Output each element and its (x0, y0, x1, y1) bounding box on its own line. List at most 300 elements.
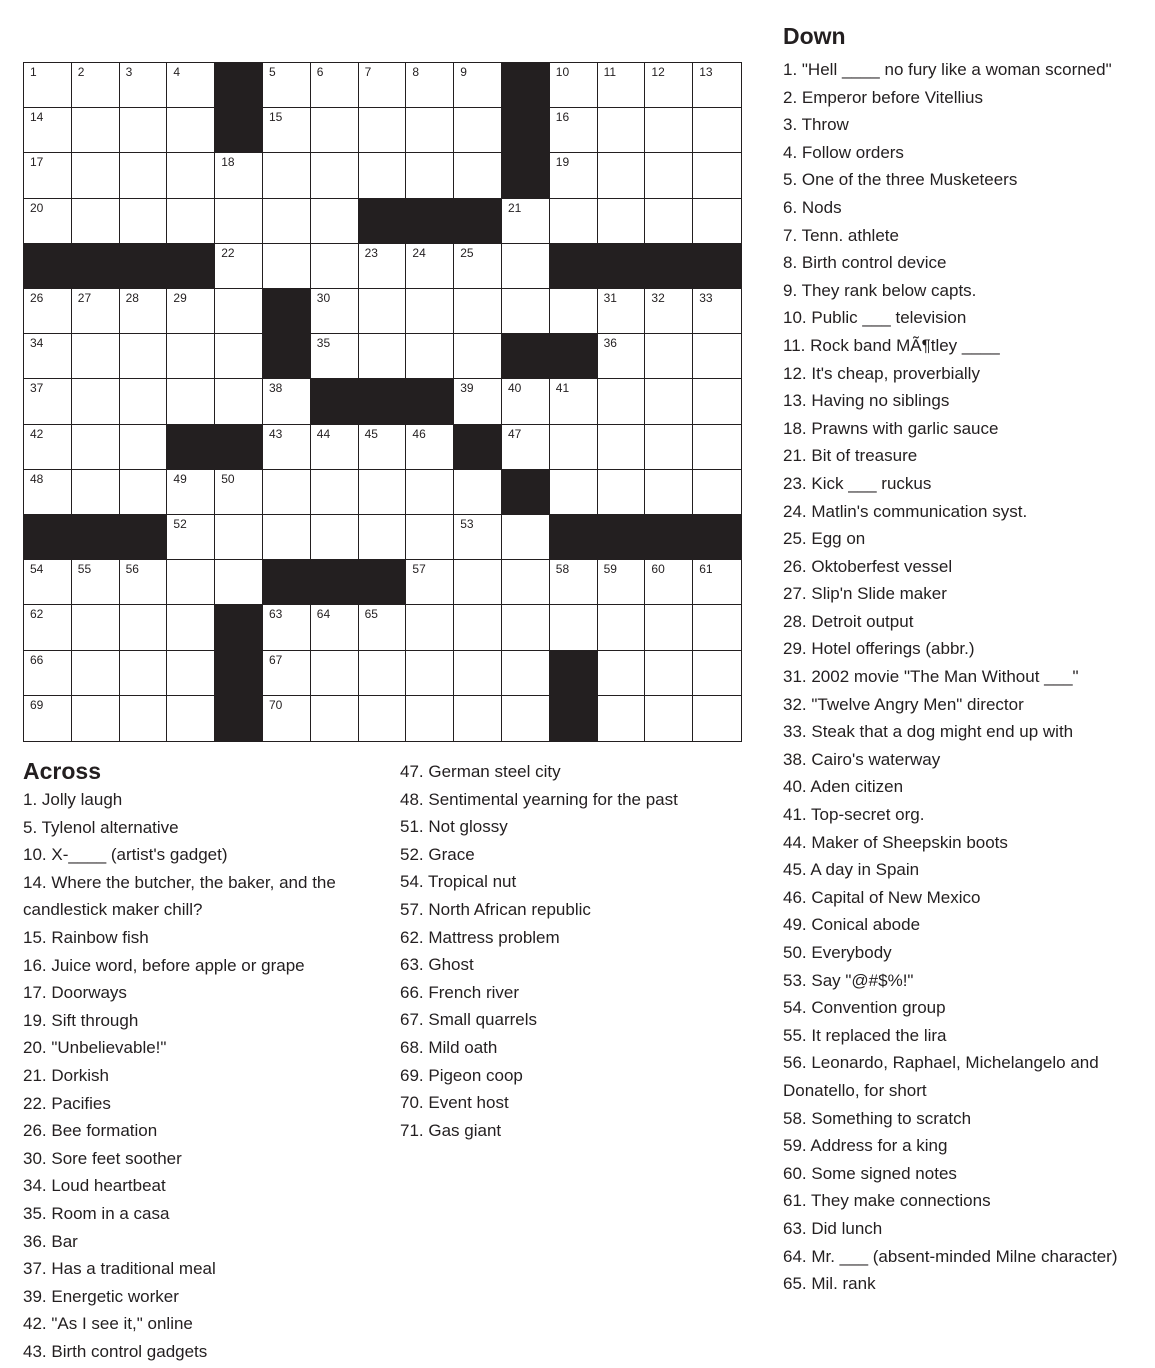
black-square (502, 63, 550, 108)
grid-cell[interactable] (263, 425, 311, 470)
across-clue: 14. Where the butcher, the baker, and the candlestick maker chill? (23, 872, 336, 920)
grid-cell[interactable] (215, 379, 263, 424)
grid-cell[interactable] (502, 560, 550, 605)
grid-cell[interactable] (693, 651, 741, 696)
across-clue: 57. North African republic (400, 899, 591, 919)
grid-cell[interactable] (598, 108, 646, 153)
grid-cell[interactable] (502, 425, 550, 470)
grid-cell[interactable] (454, 515, 502, 560)
grid-cell[interactable] (693, 199, 741, 244)
grid-cell[interactable] (167, 696, 215, 741)
across-clue: 54. Tropical nut (400, 872, 517, 892)
grid-cell[interactable] (550, 560, 598, 605)
grid-cell[interactable] (311, 425, 359, 470)
grid-cell[interactable] (215, 560, 263, 605)
grid-cell[interactable] (311, 108, 359, 153)
grid-cell[interactable] (263, 199, 311, 244)
grid-cell[interactable] (693, 470, 741, 515)
grid-cell[interactable] (215, 334, 263, 379)
grid-cell[interactable] (24, 289, 72, 334)
grid-cell[interactable] (24, 696, 72, 741)
cell-number: 47 (507, 426, 522, 441)
black-square (502, 108, 550, 153)
down-clue: 21. Bit of treasure (783, 446, 918, 466)
grid-cell[interactable] (120, 425, 168, 470)
grid-cell[interactable] (72, 289, 120, 334)
grid-cell[interactable] (598, 651, 646, 696)
grid-cell[interactable] (406, 289, 454, 334)
grid-cell[interactable] (645, 379, 693, 424)
grid-cell[interactable] (24, 334, 72, 379)
across-clue: 1. Jolly laugh (23, 790, 123, 809)
down-clue: 50. Everybody (783, 943, 892, 962)
down-clue: 5. One of the three Musketeers (783, 170, 1018, 190)
grid-cell[interactable] (24, 425, 72, 470)
grid-cell[interactable] (645, 63, 693, 108)
grid-cell[interactable] (167, 605, 215, 650)
grid-cell[interactable] (645, 199, 693, 244)
cell-number: 39 (460, 381, 474, 396)
down-clue: 38. Cairo's waterway (783, 749, 941, 769)
cell-number: 65 (364, 607, 378, 622)
across-clue: 22. Pacifies (23, 1093, 111, 1113)
grid-cell[interactable] (550, 63, 598, 108)
grid-cell[interactable] (406, 470, 454, 515)
down-clue: 8. Birth control device (783, 253, 947, 273)
down-clue: 60. Some signed notes (783, 1163, 957, 1183)
grid-cell[interactable] (263, 379, 311, 424)
cell-number: 46 (412, 426, 426, 441)
grid-cell[interactable] (311, 153, 359, 198)
grid-cell[interactable] (693, 63, 741, 108)
grid-cell[interactable] (693, 289, 741, 334)
grid-cell[interactable] (215, 515, 263, 560)
across-clues-column-2 (400, 758, 770, 1144)
down-clue: 44. Maker of Sheepskin boots (783, 832, 1008, 852)
black-square (215, 605, 263, 650)
grid-cell[interactable] (502, 515, 550, 560)
grid-cell[interactable] (359, 651, 407, 696)
cell-number: 64 (316, 607, 331, 622)
across-clue: 17. Doorways (23, 983, 127, 1003)
across-clue: 21. Dorkish (23, 1065, 109, 1085)
cell-number: 1 (30, 65, 37, 79)
grid-cell[interactable] (550, 425, 598, 470)
grid-cell[interactable] (72, 63, 120, 108)
black-square (502, 334, 550, 379)
grid-cell[interactable] (263, 605, 311, 650)
grid-cell[interactable] (693, 153, 741, 198)
across-clue: 69. Pigeon coop (400, 1065, 523, 1085)
grid-cell[interactable] (454, 470, 502, 515)
grid-cell[interactable] (215, 244, 263, 289)
cell-number: 27 (77, 291, 92, 305)
grid-cell[interactable] (263, 515, 311, 560)
grid-cell[interactable] (454, 696, 502, 741)
black-square (550, 515, 598, 560)
grid-cell[interactable] (598, 696, 646, 741)
black-square (311, 379, 359, 424)
grid-cell[interactable] (645, 334, 693, 379)
grid-cell[interactable] (167, 379, 215, 424)
cell-number: 21 (507, 200, 522, 215)
grid-cell[interactable] (406, 605, 454, 650)
cell-number: 66 (30, 652, 44, 667)
grid-cell[interactable] (24, 560, 72, 605)
grid-cell[interactable] (502, 651, 550, 696)
grid-cell[interactable] (693, 334, 741, 379)
down-clue: 24. Matlin's communication syst. (783, 501, 1028, 521)
across-clue: 20. "Unbelievable!" (23, 1038, 167, 1058)
grid-cell[interactable] (693, 560, 741, 605)
grid-cell[interactable] (406, 651, 454, 696)
grid-cell[interactable] (24, 379, 72, 424)
grid-cell[interactable] (454, 63, 502, 108)
grid-cell[interactable] (454, 560, 502, 605)
grid-cell[interactable] (120, 696, 168, 741)
cell-number: 14 (30, 110, 44, 125)
black-square (359, 379, 407, 424)
across-clue: 42. "As I see it," online (23, 1314, 193, 1334)
black-square (406, 199, 454, 244)
grid-cell[interactable] (598, 425, 646, 470)
across-clue: 68. Mild oath (400, 1037, 498, 1057)
down-clue: 58. Something to scratch (783, 1108, 972, 1128)
black-square (693, 244, 741, 289)
grid-cell[interactable] (72, 470, 120, 515)
grid-cell[interactable] (645, 153, 693, 198)
grid-cell[interactable] (72, 199, 120, 244)
grid-cell[interactable] (550, 289, 598, 334)
grid-cell[interactable] (167, 651, 215, 696)
grid-cell[interactable] (72, 425, 120, 470)
grid-cell[interactable] (454, 651, 502, 696)
grid-cell[interactable] (645, 696, 693, 741)
grid-cell[interactable] (311, 696, 359, 741)
across-clue: 30. Sore feet soother (23, 1148, 182, 1168)
grid-cell[interactable] (502, 696, 550, 741)
grid-cell[interactable] (120, 651, 168, 696)
cell-number: 10 (555, 65, 570, 79)
grid-cell[interactable] (120, 63, 168, 108)
grid-cell[interactable] (406, 425, 454, 470)
grid-cell[interactable] (72, 153, 120, 198)
black-square (406, 379, 454, 424)
cell-number: 2 (77, 65, 85, 79)
grid-cell[interactable] (311, 651, 359, 696)
grid-cell[interactable] (454, 244, 502, 289)
black-square (263, 334, 311, 379)
grid-cell[interactable] (120, 605, 168, 650)
grid-cell[interactable] (215, 153, 263, 198)
grid-cell[interactable] (359, 244, 407, 289)
down-clue: 46. Capital of New Mexico (783, 887, 981, 907)
black-square (167, 244, 215, 289)
grid-cell[interactable] (502, 605, 550, 650)
across-clue: 19. Sift through (23, 1010, 139, 1030)
cell-number: 34 (30, 336, 44, 351)
down-clue: 65. Mil. rank (783, 1274, 876, 1294)
down-clue: 10. Public ___ television (783, 308, 967, 328)
grid-cell[interactable] (72, 560, 120, 605)
grid-cell[interactable] (598, 334, 646, 379)
grid-cell[interactable] (406, 696, 454, 741)
across-clue: 36. Bar (23, 1231, 78, 1251)
grid-cell[interactable] (598, 470, 646, 515)
grid-cell[interactable] (167, 153, 215, 198)
grid-cell[interactable] (550, 379, 598, 424)
grid-cell[interactable] (167, 289, 215, 334)
grid-cell[interactable] (645, 560, 693, 605)
grid-cell[interactable] (311, 470, 359, 515)
grid-cell[interactable] (502, 289, 550, 334)
grid-cell[interactable] (359, 153, 407, 198)
grid-cell[interactable] (645, 425, 693, 470)
grid-cell[interactable] (215, 199, 263, 244)
down-clue: 64. Mr. ___ (absent-minded Milne character) (783, 1246, 1118, 1266)
grid-cell[interactable] (167, 334, 215, 379)
grid-cell[interactable] (24, 63, 72, 108)
grid-cell[interactable] (263, 153, 311, 198)
cell-number: 25 (460, 245, 474, 260)
grid-cell[interactable] (550, 199, 598, 244)
cell-number: 62 (30, 607, 44, 622)
grid-cell[interactable] (311, 63, 359, 108)
grid-cell[interactable] (359, 289, 407, 334)
grid-cell[interactable] (359, 63, 407, 108)
grid-cell[interactable] (693, 696, 741, 741)
grid-cell[interactable] (263, 651, 311, 696)
grid-cell[interactable] (24, 605, 72, 650)
cell-number: 5 (268, 65, 276, 79)
black-square (120, 244, 168, 289)
cell-number: 61 (699, 562, 713, 577)
cell-number: 67 (268, 652, 283, 667)
grid-cell[interactable] (359, 334, 407, 379)
grid-cell[interactable] (550, 470, 598, 515)
cell-number: 13 (699, 65, 713, 79)
down-clue: 18. Prawns with garlic sauce (783, 418, 999, 438)
down-clue: 56. Leonardo, Raphael, Michelangelo and Donatello, for short (783, 1053, 1099, 1100)
cell-number: 30 (316, 291, 331, 305)
grid-cell[interactable] (359, 425, 407, 470)
grid-cell[interactable] (72, 605, 120, 650)
grid-cell[interactable] (359, 515, 407, 560)
grid-cell[interactable] (502, 379, 550, 424)
grid-cell[interactable] (502, 244, 550, 289)
grid-cell[interactable] (502, 199, 550, 244)
down-clue: 40. Aden citizen (783, 777, 904, 797)
grid-cell[interactable] (72, 651, 120, 696)
grid-cell[interactable] (645, 605, 693, 650)
grid-cell[interactable] (263, 244, 311, 289)
grid-cell[interactable] (454, 379, 502, 424)
across-clue: 16. Juice word, before apple or grape (23, 955, 305, 975)
black-square (215, 651, 263, 696)
grid-cell[interactable] (598, 560, 646, 605)
black-square (645, 515, 693, 560)
grid-cell[interactable] (72, 334, 120, 379)
down-clue: 9. They rank below capts. (783, 280, 977, 300)
grid-cell[interactable] (311, 289, 359, 334)
grid-cell[interactable] (406, 153, 454, 198)
grid-cell[interactable] (550, 605, 598, 650)
cell-number: 6 (316, 65, 324, 79)
grid-cell[interactable] (263, 63, 311, 108)
grid-cell[interactable] (406, 334, 454, 379)
grid-cell[interactable] (311, 334, 359, 379)
grid-cell[interactable] (406, 63, 454, 108)
grid-cell[interactable] (406, 244, 454, 289)
black-square (215, 63, 263, 108)
cell-number: 36 (603, 336, 617, 351)
grid-cell[interactable] (645, 470, 693, 515)
across-clue: 37. Has a traditional meal (23, 1259, 216, 1279)
grid-cell[interactable] (120, 560, 168, 605)
grid-cell[interactable] (454, 153, 502, 198)
grid-cell[interactable] (598, 379, 646, 424)
down-clue: 23. Kick ___ ruckus (783, 473, 932, 493)
black-square (550, 244, 598, 289)
grid-cell[interactable] (24, 651, 72, 696)
grid-cell[interactable] (550, 153, 598, 198)
cell-number: 20 (30, 200, 44, 215)
grid-cell[interactable] (167, 515, 215, 560)
cell-number: 23 (364, 245, 378, 260)
grid-cell[interactable] (311, 515, 359, 560)
grid-cell[interactable] (693, 379, 741, 424)
grid-cell[interactable] (645, 289, 693, 334)
grid-cell[interactable] (24, 470, 72, 515)
grid-cell[interactable] (215, 289, 263, 334)
grid-cell[interactable] (263, 696, 311, 741)
grid-cell[interactable] (311, 199, 359, 244)
down-clue: 49. Conical abode (783, 915, 921, 935)
cell-number: 42 (30, 426, 44, 441)
cell-number: 52 (173, 517, 187, 531)
grid-cell[interactable] (24, 108, 72, 153)
down-clue: 12. It's cheap, proverbially (783, 363, 980, 383)
cell-number: 58 (555, 562, 570, 577)
grid-cell[interactable] (263, 108, 311, 153)
grid-cell[interactable] (72, 379, 120, 424)
grid-cell[interactable] (693, 605, 741, 650)
cell-number: 53 (460, 517, 474, 531)
grid-cell[interactable] (120, 153, 168, 198)
grid-cell[interactable] (406, 515, 454, 560)
cell-number: 38 (268, 381, 283, 396)
grid-cell[interactable] (598, 199, 646, 244)
cell-number: 69 (30, 697, 44, 712)
black-square (215, 425, 263, 470)
grid-cell[interactable] (598, 153, 646, 198)
cell-number: 45 (364, 426, 378, 441)
grid-cell[interactable] (359, 696, 407, 741)
grid-cell[interactable] (167, 63, 215, 108)
grid-cell[interactable] (167, 199, 215, 244)
grid-cell[interactable] (359, 605, 407, 650)
black-square (311, 560, 359, 605)
cell-number: 4 (173, 65, 181, 79)
cell-number: 28 (125, 291, 139, 305)
grid-cell[interactable] (359, 108, 407, 153)
grid-cell[interactable] (263, 470, 311, 515)
grid-cell[interactable] (406, 108, 454, 153)
down-clue: 41. Top-secret org. (783, 805, 925, 825)
cell-number: 40 (507, 381, 522, 396)
black-square (502, 153, 550, 198)
grid-cell[interactable] (120, 289, 168, 334)
grid-cell[interactable] (120, 379, 168, 424)
grid-cell[interactable] (598, 63, 646, 108)
grid-cell[interactable] (311, 244, 359, 289)
cell-number: 37 (30, 381, 44, 396)
grid-cell[interactable] (454, 108, 502, 153)
grid-cell[interactable] (359, 470, 407, 515)
grid-cell[interactable] (598, 289, 646, 334)
black-square (24, 515, 72, 560)
grid-cell[interactable] (550, 108, 598, 153)
grid-cell[interactable] (693, 425, 741, 470)
grid-cell[interactable] (598, 605, 646, 650)
down-clue: 54. Convention group (783, 998, 946, 1018)
down-clue: 13. Having no siblings (783, 391, 950, 411)
down-clue: 31. 2002 movie "The Man Without ___" (783, 667, 1079, 687)
cell-number: 54 (30, 562, 44, 577)
grid-cell[interactable] (120, 108, 168, 153)
grid-cell[interactable] (120, 334, 168, 379)
grid-cell[interactable] (120, 470, 168, 515)
grid-cell[interactable] (311, 605, 359, 650)
across-clue: 70. Event host (400, 1093, 509, 1113)
down-clue: 59. Address for a king (783, 1136, 948, 1156)
down-clue: 33. Steak that a dog might end up with (783, 722, 1074, 742)
down-clue: 61. They make connections (783, 1191, 991, 1211)
cell-number: 59 (603, 562, 617, 577)
down-clues-column (783, 56, 1148, 1298)
down-clue: 4. Follow orders (783, 142, 904, 162)
grid-cell[interactable] (72, 696, 120, 741)
grid-cell[interactable] (24, 153, 72, 198)
black-square (167, 425, 215, 470)
across-clue: 15. Rainbow fish (23, 927, 149, 947)
grid-cell[interactable] (72, 108, 120, 153)
grid-cell[interactable] (406, 560, 454, 605)
cell-number: 18 (221, 155, 235, 170)
black-square (550, 651, 598, 696)
grid-cell[interactable] (693, 108, 741, 153)
cell-number: 41 (555, 381, 570, 396)
grid-cell[interactable] (167, 470, 215, 515)
crossword-grid (23, 62, 742, 742)
grid-cell[interactable] (167, 560, 215, 605)
across-clue: 39. Energetic worker (23, 1286, 179, 1306)
grid-cell[interactable] (215, 470, 263, 515)
cell-number: 56 (125, 562, 139, 577)
grid-cell[interactable] (645, 651, 693, 696)
across-clue: 67. Small quarrels (400, 1010, 538, 1030)
down-clue: 28. Detroit output (783, 611, 914, 631)
grid-cell[interactable] (24, 199, 72, 244)
grid-cell[interactable] (120, 199, 168, 244)
down-clue: 53. Say "@#$%!" (783, 970, 914, 990)
grid-cell[interactable] (167, 108, 215, 153)
grid-cell[interactable] (454, 334, 502, 379)
down-clue: 7. Tenn. athlete (783, 225, 899, 245)
grid-cell[interactable] (645, 108, 693, 153)
grid-cell[interactable] (454, 605, 502, 650)
grid-cell[interactable] (454, 289, 502, 334)
